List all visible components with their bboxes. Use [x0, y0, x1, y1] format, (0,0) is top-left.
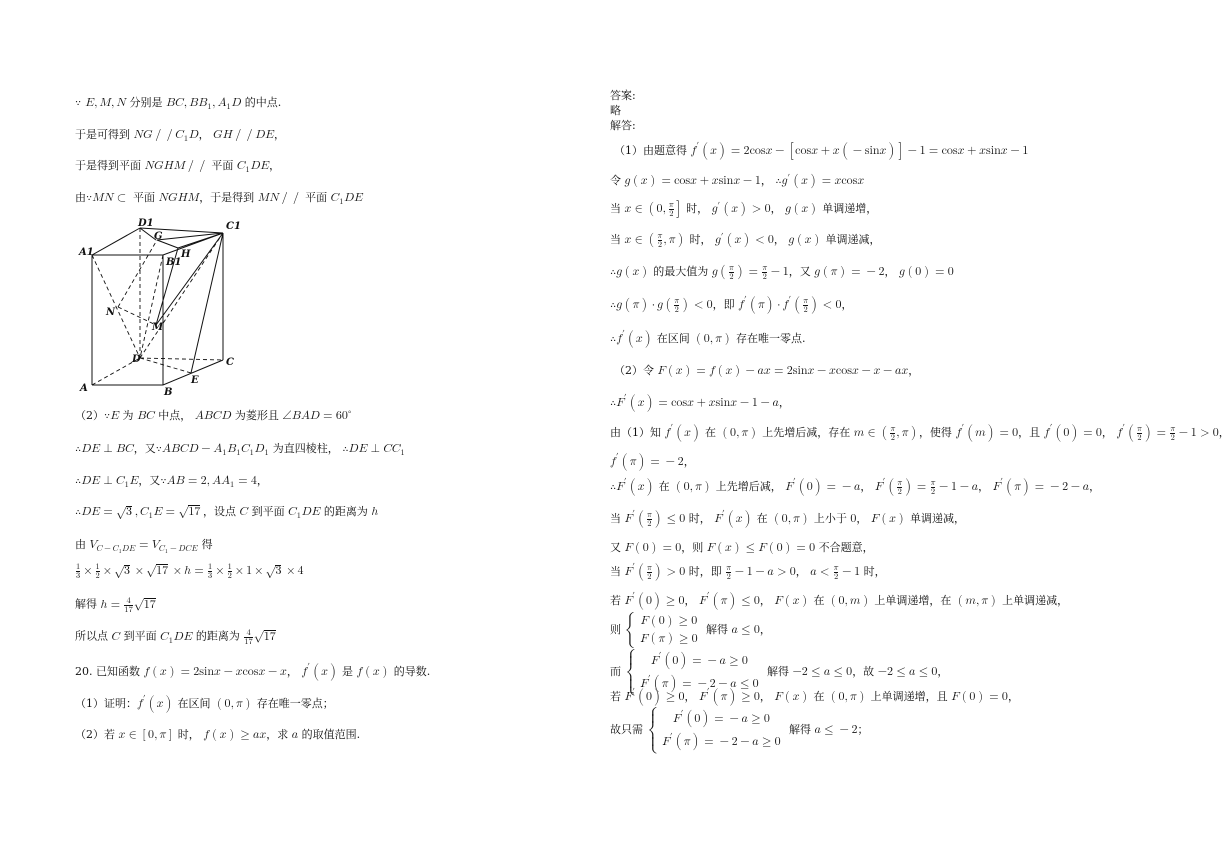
- label-B: B: [164, 387, 173, 398]
- left-line-13: 20. 已知函数 f ( x ) = 2 sin x − x cos x − x ， f ′ ( x ) 是 f ( x ) 的导数.: [75, 662, 431, 679]
- prism-figure: [78, 215, 243, 400]
- left-line-9: 由 V C − C 1 D E = V C 1 − D C E 得: [75, 538, 213, 556]
- right-line-14: 𝑓 ′ ( π ) = − 2 ，: [610, 452, 695, 468]
- left-line-15: （2）若 x ∈ [ 0 , π ] 时， f ( x ) ≥ a x ，求 a 的取值范围.: [75, 728, 361, 742]
- answer-brief: 略: [610, 104, 621, 117]
- right-line-17: 又 F ( 0 ) = 0 ，则 F ( x ) ≤ F ( 0 ) = 0 不合题意，: [610, 541, 874, 555]
- label-A: A: [80, 383, 88, 394]
- right-line-6: 当 x ∈ ( 0 , π 2 ] 时， g ′ ( x ) > 0 ， g ( x ) 单调递增，: [610, 200, 878, 219]
- left-line-3: 于是得到平面 N G H M / / 平面 C 1 D E ，: [75, 159, 281, 174]
- right-line-20: 则 { F ( 0 ) ≥ 0 𝐹 ( π ) ≥ 0 解得 a ≤ 0 ，: [610, 613, 771, 646]
- right-line-23: 故只需 { F ′ ( 0 ) = − a ≥ 0 𝐹 ′ ( π ) = − 2 − a ≥ 0 解得 a ≤ − 2 ；: [610, 708, 869, 748]
- right-line-18: 当 F ′ ( π 2 ) > 0 时，即 π 2 − 1 − a > 0 ， a < π 2 − 1 时，: [610, 562, 886, 582]
- label-D1: D1: [138, 218, 154, 229]
- label-E: E: [191, 375, 199, 386]
- left-line-10: 1 3 × 1 2 × 3 × 17 × h = 1 3 × 1 2 × 1 × 3 × 4: [76, 562, 304, 581]
- left-line-5: （2） ∵ E 为 B C 中点， A B C D 为菱形且 ∠ B A D = 60 ∘: [75, 407, 352, 422]
- right-line-15: ∴ F ′ ( x ) 在 ( 0 , π ) 上先增后减， F ′ ( 0 ) = − a ， F ′ ( π 2 ) = π 2 − 1 − a ， F ′ ( π ) = − 2 − a ，: [610, 477, 1101, 497]
- label-C1: C1: [226, 221, 241, 232]
- right-line-8: ∴ g ( x ) 的最大值为 g ( π 2 ) = π 2 − 1 ，又 g ( π ) = − 2 ， g ( 0 ) = 0: [610, 263, 954, 282]
- solution-heading: 解答:: [610, 119, 636, 132]
- label-N: N: [106, 307, 116, 318]
- label-M: M: [152, 322, 164, 333]
- right-line-13: 由（1）知 f ′ ( x ) 在 ( 0 , π ) 上先增后减，存在 m ∈ ( π 2 , π ) ，使得 f ′ ( m ) = 0 ，且 f ′ ( 0 ) = 0 ， f ′ ( π 2 ) = π 2 − 1 > 0 ，: [610, 423, 1230, 443]
- right-line-12: ∴ F ′ ( x ) = cos x + x sin x − 1 − a ，: [610, 393, 790, 409]
- label-G: G: [154, 231, 163, 242]
- right-line-10: ∴ f ′ ( x ) 在区间 ( 0 , π ) 存在唯一零点.: [610, 329, 806, 346]
- left-line-11: 解得 h = 4 17 17: [75, 596, 156, 614]
- label-A1: A1: [79, 247, 94, 258]
- left-line-7: ∴ D E ⊥ C 1 E ，又 ∵ A B = 2 , A A 1 = 4 ，: [75, 474, 268, 489]
- label-B1: B1: [166, 257, 182, 268]
- left-line-4: 由 ∵ M N ⊂ 平面 N G H M ，于是得到 M N / / 平面 C 1 D E: [75, 191, 363, 206]
- right-line-16: 当 F ′ ( π 2 ) ≤ 0 时， F ′ ( x ) 在 ( 0 , π ) 上小于 0 ， F ( x ) 单调递减，: [610, 509, 965, 529]
- left-line-1: ∵ E , M , N 分别是 B C , B B 1 , A 1 D 的中点.: [75, 96, 282, 111]
- right-line-11: （2）令 F ( x ) = f ( x ) − a x = 2 sin x − x cos x − x − a x ，: [614, 364, 920, 378]
- left-line-12: 所以点 C 到平面 C 1 D E 的距离为 4 17 17: [75, 628, 276, 646]
- left-line-8: ∴ D E = 3 , C 1 E = 17 ，设点 C 到平面 C 1 D E 的距离为 h: [75, 505, 379, 520]
- right-line-5: 令 g ( x ) = cos x + x sin x − 1 ， ∴ g ′ ( x ) = x cos x: [610, 172, 865, 188]
- left-line-2: 于是可得到 N G / / C 1 D ， G H / / D E ，: [75, 128, 285, 143]
- right-line-21: 而 { F ′ ( 0 ) = − a ≥ 0 𝐹 ′ ( π ) = − 2 − a ≤ 0 解得 − 2 ≤ a ≤ 0 ，故 − 2 ≤ a ≤ 0 ，: [610, 650, 949, 690]
- right-line-4: （1）由题意得 f ′ ( x ) = 2 cos x − [ cos x + x ( − sin x ) ] − 1 = cos x + x sin x − 1: [614, 141, 1029, 157]
- left-line-14: （1）证明： f ′ ( x ) 在区间 ( 0 , π ) 存在唯一零点；: [75, 694, 334, 711]
- label-C: C: [226, 357, 234, 368]
- right-line-22: 若 F ′ ( 0 ) ≥ 0 ， F ′ ( π ) ≥ 0 ， F ( x ) 在 ( 0 , π ) 上单调递增，且 F ( 0 ) = 0 ，: [610, 687, 1019, 704]
- answer-heading: 答案:: [610, 89, 636, 102]
- left-line-6: ∴ D E ⊥ B C ，又 ∵ A B C D − A 1 B 1 C 1 D 1 为直四棱柱， ∴ D E ⊥ C C 1: [75, 442, 405, 457]
- label-H: H: [181, 249, 191, 260]
- right-line-7: 当 x ∈ ( π 2 , π ) 时， g ′ ( x ) < 0 ， g ( x ) 单调递减，: [610, 231, 881, 250]
- right-line-9: ∴ g ( π ) · g ( π 2 ) < 0 ，即 f ′ ( π ) · f ′ ( π 2 ) < 0 ，: [610, 295, 853, 315]
- label-D: D: [132, 354, 141, 365]
- right-line-19: 若 F ′ ( 0 ) ≥ 0 ， F ′ ( π ) ≤ 0 ， F ( x ) 在 ( 0 , m ) 上单调递增，在 ( m , π ) 上单调递减，: [610, 591, 1069, 608]
